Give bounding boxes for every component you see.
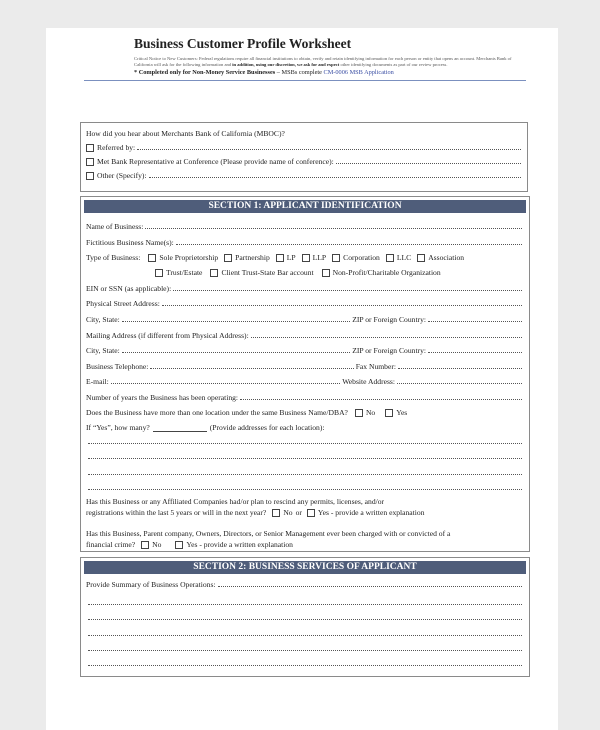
referral-box [80, 122, 528, 192]
other-checkbox[interactable] [86, 172, 94, 180]
fax-field[interactable] [398, 368, 522, 369]
critical-notice: Critical Notice to New Customers: Federal regulations require all financial institutions to obtain, verify and retain identifying information for each person or entity that opens an account. Merchants Bank of California will ask for the following information and in addition, using our discretion, we ask for and expect other identifying documents as part of our review process. [134, 56, 512, 67]
partnership-checkbox[interactable] [224, 254, 232, 262]
rescind-question-line-2: registrations within the last 5 years or will in the next year? No or Yes - provide a written explanation [86, 508, 425, 517]
crime-question-line-1: Has this Business, Parent company, Owners, Directors, or Senior Management ever been charged with or convicted of a [86, 529, 451, 538]
header-divider [84, 80, 526, 81]
multi-location-no-checkbox[interactable] [355, 409, 363, 417]
rescind-question-line-1: Has this Business or any Affiliated Companies had/or plan to rescind any permits, licenses, and/or [86, 497, 385, 506]
fictitious-name-row: Fictitious Business Name(s): [86, 238, 524, 247]
rescind-yes-checkbox[interactable] [307, 509, 315, 517]
ein-field[interactable] [173, 290, 522, 291]
mailing-zip-field[interactable] [428, 352, 522, 353]
summary-row: Provide Summary of Business Operations: [86, 580, 524, 589]
llp-checkbox[interactable] [302, 254, 310, 262]
sole-proprietorship-checkbox[interactable] [148, 254, 156, 262]
referred-by-field[interactable] [137, 149, 521, 150]
if-yes-row: If “Yes”, how many? (Provide addresses for each location): [86, 423, 325, 432]
referral-option-conference: Met Bank Representative at Conference (Please provide name of conference): [84, 157, 523, 166]
city-state-row: City, State: ZIP or Foreign Country: [86, 315, 524, 324]
type-of-business-row: Type of Business: Sole Proprietorship Partnership LP LLP Corporation LLC Association [86, 253, 465, 262]
ein-row: EIN or SSN (as applicable): [86, 284, 524, 293]
section1-title: SECTION 1: APPLICANT IDENTIFICATION [84, 200, 526, 213]
association-checkbox[interactable] [417, 254, 425, 262]
lp-checkbox[interactable] [276, 254, 284, 262]
telephone-field[interactable] [150, 368, 353, 369]
rescind-no-checkbox[interactable] [272, 509, 280, 517]
email-row: E-mail: Website Address: [86, 377, 524, 386]
website-field[interactable] [397, 383, 522, 384]
type-of-business-row-2: Trust/Estate Client Trust-State Bar account Non-Profit/Charitable Organization [153, 268, 441, 277]
summary-line-2[interactable] [88, 619, 522, 620]
fictitious-name-field[interactable] [176, 244, 522, 245]
years-operating-row: Number of years the Business has been operating: [86, 393, 524, 402]
city-state-row-2: City, State: ZIP or Foreign Country: [86, 346, 524, 355]
section2-title: SECTION 2: BUSINESS SERVICES OF APPLICANT [84, 561, 526, 574]
name-of-business-field[interactable] [145, 228, 522, 229]
location-count-field[interactable] [153, 423, 207, 432]
referral-option-referred: Referred by: [84, 143, 523, 152]
page-title: Business Customer Profile Worksheet [134, 36, 352, 51]
summary-field[interactable] [218, 586, 522, 587]
msb-application-link[interactable]: CM-0006 MSB Application [323, 69, 394, 76]
multi-location-row: Does the Business have more than one location under the same Business Name/DBA? No Yes [86, 408, 408, 417]
section1-box [80, 196, 530, 552]
mailing-city-state-field[interactable] [122, 352, 351, 353]
client-trust-checkbox[interactable] [210, 269, 218, 277]
telephone-row: Business Telephone: Fax Number: [86, 362, 524, 371]
completion-note: * Completed only for Non-Money Service Businesses – MSBs complete CM-0006 MSB Application [134, 69, 394, 76]
other-specify-field[interactable] [149, 177, 521, 178]
years-operating-field[interactable] [240, 399, 522, 400]
name-of-business-row: Name of Business: [86, 222, 524, 231]
multi-location-yes-checkbox[interactable] [385, 409, 393, 417]
mailing-address-field[interactable] [251, 337, 522, 338]
location-address-line-3[interactable] [88, 474, 522, 475]
trust-estate-checkbox[interactable] [155, 269, 163, 277]
physical-address-row: Physical Street Address: [86, 299, 524, 308]
zip-field[interactable] [428, 321, 522, 322]
section2-box [80, 557, 530, 677]
physical-address-field[interactable] [162, 305, 522, 306]
summary-line-1[interactable] [88, 604, 522, 605]
non-profit-checkbox[interactable] [322, 269, 330, 277]
corporation-checkbox[interactable] [332, 254, 340, 262]
city-state-field[interactable] [122, 321, 351, 322]
location-address-line-4[interactable] [88, 489, 522, 490]
crime-no-checkbox[interactable] [141, 541, 149, 549]
email-field[interactable] [111, 383, 340, 384]
referred-checkbox[interactable] [86, 144, 94, 152]
referral-option-other: Other (Specify): [84, 171, 523, 180]
summary-line-4[interactable] [88, 650, 522, 651]
crime-question-line-2: financial crime? No Yes - provide a written explanation [86, 540, 293, 549]
location-address-line-1[interactable] [88, 443, 522, 444]
crime-yes-checkbox[interactable] [175, 541, 183, 549]
conference-checkbox[interactable] [86, 158, 94, 166]
llc-checkbox[interactable] [386, 254, 394, 262]
mailing-address-row: Mailing Address (if different from Physical Address): [86, 331, 524, 340]
summary-line-5[interactable] [88, 665, 522, 666]
conference-name-field[interactable] [336, 163, 521, 164]
referral-question: How did you hear about Merchants Bank of California (MBOC)? [86, 129, 285, 138]
location-address-line-2[interactable] [88, 458, 522, 459]
summary-line-3[interactable] [88, 635, 522, 636]
